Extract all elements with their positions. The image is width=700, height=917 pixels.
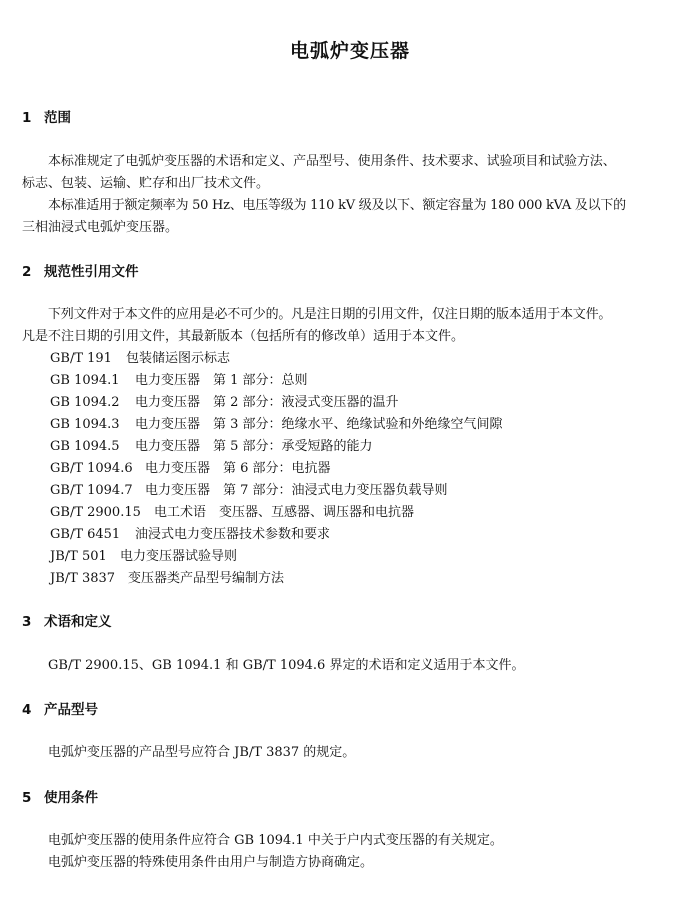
reference-code: GB/T 1094.6 — [50, 461, 133, 476]
reference-title: 电力变压器试验导则 — [120, 549, 238, 564]
paragraph-line: 电弧炉变压器的使用条件应符合 GB 1094.1 中关于户内式变压器的有关规定。 — [48, 833, 503, 848]
reference-title: 电力变压器 第 1 部分：总则 — [135, 373, 308, 388]
reference-code: GB/T 1094.7 — [50, 483, 133, 498]
reference-item — [50, 479, 448, 498]
reference-code: JB/T 3837 — [50, 571, 116, 586]
reference-title: 油浸式电力变压器技术参数和要求 — [135, 527, 331, 542]
reference-item — [50, 501, 414, 520]
section-title: 规范性引用文件 — [44, 264, 139, 280]
reference-title: 电力变压器 第 7 部分：油浸式电力变压器负载导则 — [145, 483, 448, 498]
section-3-heading — [22, 610, 112, 630]
paragraph-line: GB/T 2900.15、GB 1094.1 和 GB/T 1094.6 界定的术语和定义适用于本文件。 — [48, 658, 525, 673]
paragraph-line: 三相油浸式电弧炉变压器。 — [22, 220, 179, 235]
section-number: 4 — [22, 702, 32, 718]
reference-item — [50, 347, 230, 366]
paragraph-line: 电弧炉变压器的产品型号应符合 JB/T 3837 的规定。 — [48, 745, 356, 760]
reference-title: 包装储运图示标志 — [126, 351, 231, 366]
paragraph-line: 凡是不注日期的引用文件，其最新版本（包括所有的修改单）适用于本文件。 — [22, 329, 465, 344]
reference-item — [50, 369, 308, 388]
reference-title: 电力变压器 第 2 部分：液浸式变压器的温升 — [135, 395, 399, 410]
paragraph-line: 电弧炉变压器的特殊使用条件由用户与制造方协商确定。 — [48, 855, 374, 870]
reference-title: 变压器类产品型号编制方法 — [128, 571, 285, 586]
paragraph-line: 下列文件对于本文件的应用是必不可少的。凡是注日期的引用文件，仅注日期的版本适用于本文件。 — [48, 307, 612, 322]
reference-code: GB 1094.1 — [50, 373, 120, 388]
section-title: 产品型号 — [44, 702, 98, 718]
section-title: 范围 — [44, 110, 71, 126]
section-number: 1 — [22, 110, 32, 126]
reference-item — [50, 391, 399, 410]
section-1-heading — [22, 106, 71, 126]
section-title: 术语和定义 — [44, 614, 112, 630]
reference-title: 电力变压器 第 5 部分：承受短路的能力 — [135, 439, 373, 454]
section-5-heading — [22, 786, 98, 806]
reference-item — [50, 567, 284, 586]
paragraph-line: 本标准适用于额定频率为 50 Hz、电压等级为 110 kV 级及以下、额定容量为 180 000 kVA 及以下的 — [48, 198, 626, 213]
reference-code: GB 1094.2 — [50, 395, 120, 410]
reference-item — [50, 457, 331, 476]
reference-title: 电工术语 变压器、互感器、调压器和电抗器 — [154, 505, 415, 520]
reference-code: GB/T 2900.15 — [50, 505, 141, 520]
reference-code: GB/T 6451 — [50, 527, 121, 542]
reference-item — [50, 545, 237, 564]
reference-code: JB/T 501 — [50, 549, 107, 564]
paragraph-line: 标志、包装、运输、贮存和出厂技术文件。 — [22, 176, 270, 191]
reference-code: GB 1094.5 — [50, 439, 120, 454]
section-number: 5 — [22, 790, 32, 806]
reference-code: GB 1094.3 — [50, 417, 120, 432]
section-4-heading — [22, 698, 98, 718]
reference-item — [50, 435, 373, 454]
section-number: 3 — [22, 614, 32, 630]
reference-item — [50, 413, 503, 432]
section-2-heading — [22, 260, 139, 280]
page-title: 电弧炉变压器 — [289, 40, 410, 62]
section-number: 2 — [22, 264, 32, 280]
paragraph-line: 本标准规定了电弧炉变压器的术语和定义、产品型号、使用条件、技术要求、试验项目和试验方法、 — [48, 154, 616, 169]
reference-title: 电力变压器 第 6 部分：电抗器 — [145, 461, 331, 476]
reference-code: GB/T 191 — [50, 351, 112, 366]
reference-title: 电力变压器 第 3 部分：绝缘水平、绝缘试验和外绝缘空气间隙 — [135, 417, 503, 432]
reference-item — [50, 523, 330, 542]
section-title: 使用条件 — [44, 790, 98, 806]
